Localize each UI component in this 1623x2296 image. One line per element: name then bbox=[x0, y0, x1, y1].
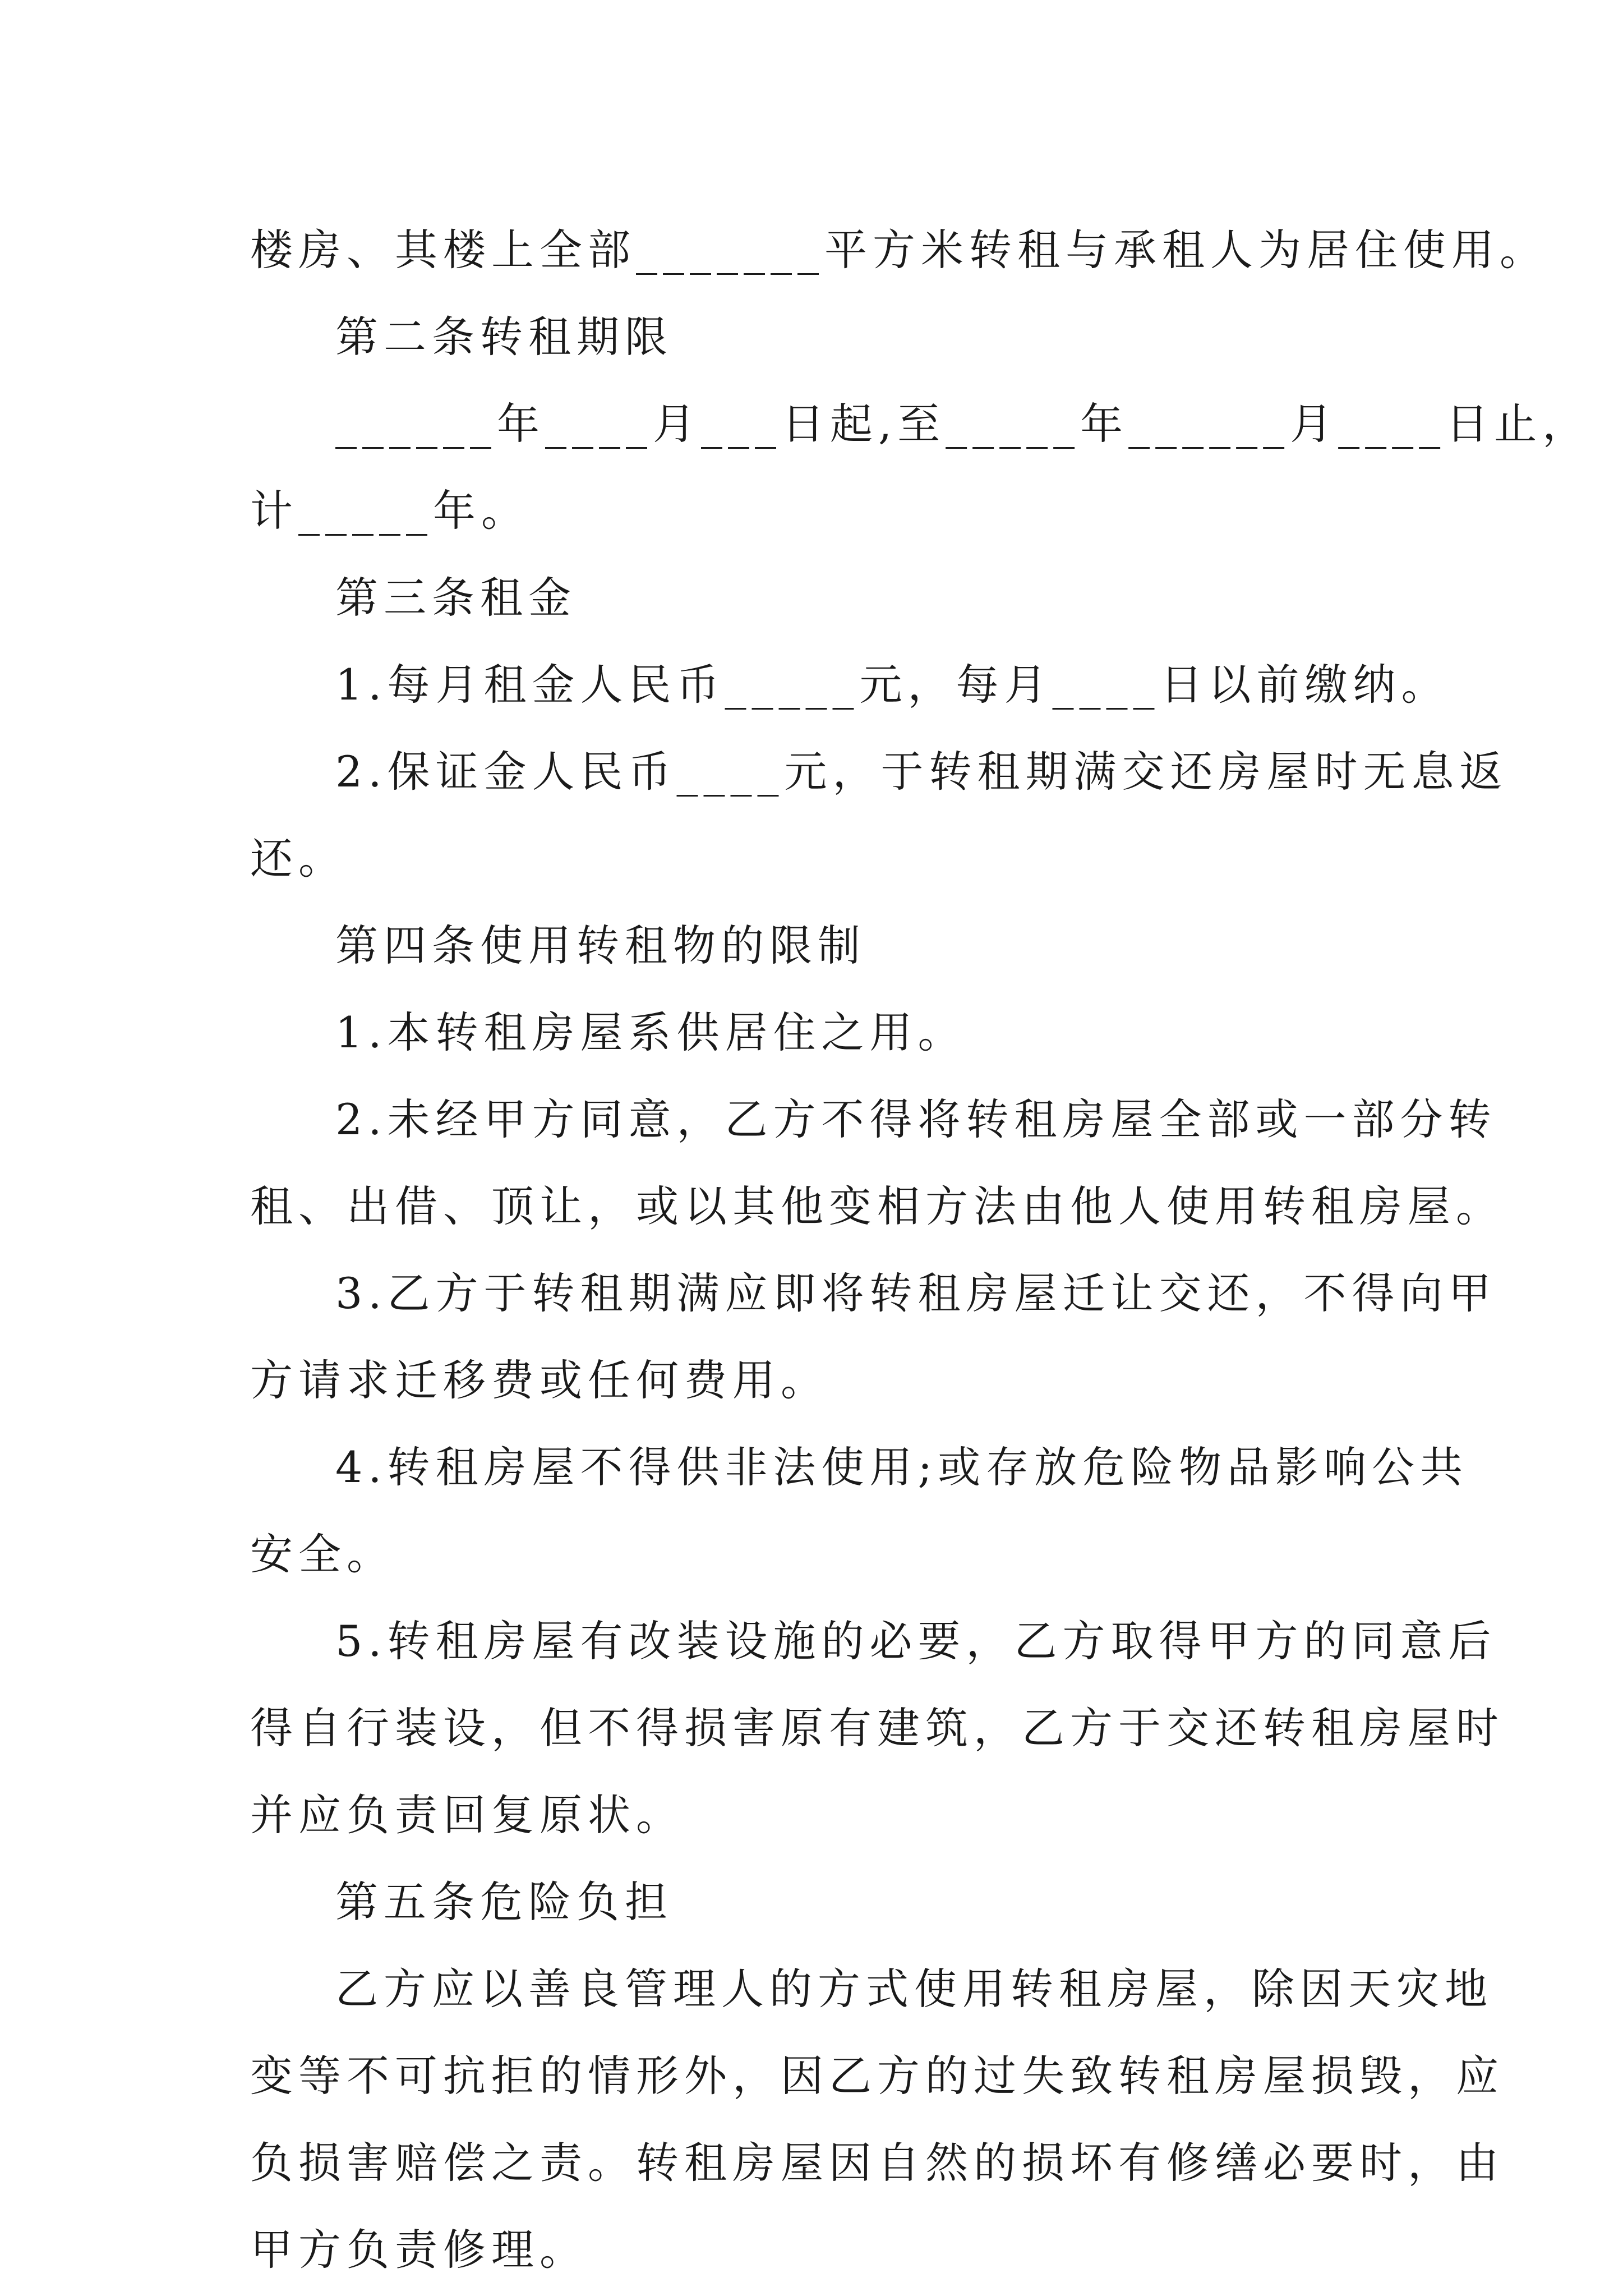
text-line: 得自行装设，但不得损害原有建筑，乙方于交还转租房屋时 bbox=[250, 1703, 1504, 1753]
text-line: 第二条转租期限 bbox=[335, 312, 673, 362]
text-line: 甲方负责修理。 bbox=[250, 2225, 588, 2275]
text-line: 1.本转租房屋系供居住之用。 bbox=[335, 1007, 966, 1057]
text-line: 变等不可抗拒的情形外，因乙方的过失致转租房屋损毁，应 bbox=[250, 2051, 1504, 2101]
text-line: 还。 bbox=[250, 834, 347, 884]
text-line: 负损害赔偿之责。转租房屋因自然的损坏有修缮必要时，由 bbox=[250, 2138, 1504, 2188]
text-line: 第三条租金 bbox=[335, 573, 577, 623]
text-line: 2.未经甲方同意，乙方不得将转租房屋全部或一部分转 bbox=[335, 1094, 1497, 1144]
document-body bbox=[250, 206, 1591, 2293]
text-line: 3.乙方于转租期满应即将转租房屋迁让交还，不得向甲 bbox=[335, 1268, 1497, 1318]
text-line: 2.保证金人民币____元，于转租期满交还房屋时无息返 bbox=[335, 747, 1508, 797]
text-line: 第四条使用转租物的限制 bbox=[335, 921, 866, 970]
text-line: 并应负责回复原状。 bbox=[250, 1790, 684, 1840]
text-line: 安全。 bbox=[250, 1529, 395, 1579]
text-line: ______年____月___日起,至_____年______月____日止， bbox=[335, 399, 1591, 449]
text-line: 5.转租房屋有改装设施的必要，乙方取得甲方的同意后 bbox=[335, 1616, 1497, 1666]
text-line: 乙方应以善良管理人的方式使用转租房屋，除因天灾地 bbox=[335, 1964, 1493, 2014]
text-line: 计_____年。 bbox=[250, 486, 529, 536]
text-line: 方请求迁移费或任何费用。 bbox=[250, 1355, 829, 1405]
text-line: 4.转租房屋不得供非法使用;或存放危险物品影响公共 bbox=[335, 1442, 1469, 1492]
text-line: 租、出借、顶让，或以其他变相方法由他人使用转租房屋。 bbox=[250, 1181, 1504, 1231]
text-line: 1.每月租金人民币_____元，每月____日以前缴纳。 bbox=[335, 660, 1450, 710]
text-line: 第五条危险负担 bbox=[335, 1877, 673, 1927]
text-line: 楼房、其楼上全部_______平方米转租与承租人为居住使用。 bbox=[250, 225, 1548, 275]
